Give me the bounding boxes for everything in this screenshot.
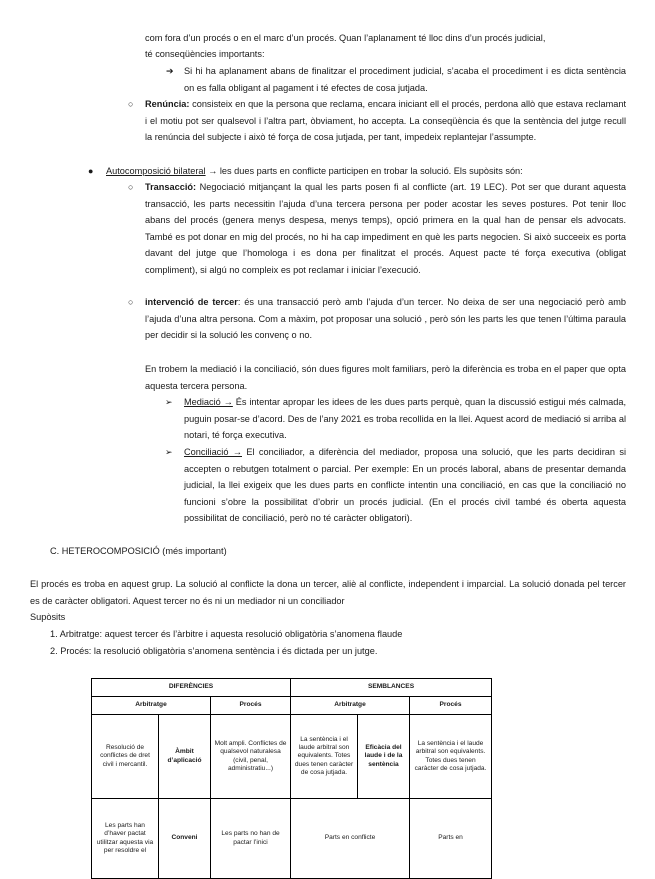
suposit-item-1: 1. Arbitratge: aquest tercer és l’àrbitre i aquesta resolució obligatòria s’anomena flaude <box>50 629 403 639</box>
table-cell: Parts en <box>410 799 492 879</box>
arrowhead-bullet-icon: ➢ <box>165 447 173 457</box>
table-row <box>92 799 492 879</box>
differences-header: DIFERÈNCIES <box>92 679 291 697</box>
arrow-icon: ➔ <box>166 66 174 76</box>
comparison-table <box>91 678 492 879</box>
mediacio-term: Mediació → <box>184 397 233 407</box>
similarities-header: SEMBLANCES <box>291 679 492 697</box>
filled-bullet-icon: ● <box>88 166 94 176</box>
sim-arbitratge-header: Arbitratge <box>291 697 410 715</box>
mediacio-text: És intentar apropar les idees de les dues parts perquè, quan la discussió estigui més calmada, puguin posar-se d’acord. Des de l’any 2021 es troba recollida en la llei. Aquest acord de mediació si arriba al notari, té força executiva. <box>184 397 626 441</box>
renuncia-text: consisteix en que la persona que reclama, encara iniciant ell el procés, perdona allò que estava reclamant i el motiu pot ser qualsevol i l’altra part, òbviament, ho accepta. La conseqüència és que la sentència del jutge recull la renúncia del subjecte i això té força de cosa jutjada, per tant, impedeix replantejar l’assumpte. <box>145 99 626 143</box>
diff-arbitratge-header: Arbitratge <box>92 697 211 715</box>
transaccio-term: Transacció: <box>145 182 197 192</box>
table-cell: Molt ampli. Conflictes de qualsevol naturalesa (civil, penal, administratiu...) <box>211 715 291 799</box>
mediacio-paragraph <box>184 394 626 444</box>
table-cell: Les parts no han de pactar l’inici <box>211 799 291 879</box>
table-row <box>92 715 492 799</box>
intervencio-term: intervenció de tercer <box>145 297 238 307</box>
intervencio-paragraph <box>145 294 626 344</box>
conciliacio-term: Conciliació → <box>184 447 242 457</box>
heterocomposicio-paragraph: El procés es troba en aquest grup. La solució al conflicte la dona un tercer, aliè al conflicte, independent i imparcial. La solució donada pel tercer es de caràcter obligatori. Aquest tercer no és ni un mediador ni un conciliador <box>30 579 626 606</box>
transaccio-paragraph <box>145 179 626 279</box>
suposit-item-2: 2. Procés: la resolució obligatòria s’anomena sentència i és dictada per un jutge. <box>50 646 378 656</box>
autocomposicio-term: Autocomposició bilateral <box>106 166 206 176</box>
intro-line-1: com fora d’un procés o en el marc d’un procés. Quan l’aplanament té lloc dins d’un procés judicial, <box>145 33 546 43</box>
table-header-row <box>92 679 492 697</box>
table-row-label: Eficàcia del laude i de la sentència <box>358 715 410 799</box>
renuncia-paragraph <box>145 96 626 146</box>
table-row-label: Conveni <box>159 799 211 879</box>
autocomposicio-text: → les dues parts en conflicte participen en trobar la solució. Els supòsits són: <box>205 166 523 176</box>
table-cell: La sentència i el laude arbitral son equivalents. Totes dues tenen caràcter de cosa jutjada. <box>410 715 492 799</box>
hollow-bullet-icon: ○ <box>128 297 134 307</box>
renuncia-term: Renúncia: <box>145 99 190 109</box>
arrow-item-text: Si hi ha aplanament abans de finalitzar el procediment judicial, s’acaba el procediment i es dicta sentència on es falla obligant al pagament i té efectes de cosa jutjada. <box>184 66 626 93</box>
conciliacio-paragraph <box>184 444 626 527</box>
sim-proces-header: Procés <box>410 697 492 715</box>
table-cell: Parts en conflicte <box>291 799 410 879</box>
diff-proces-header: Procés <box>211 697 291 715</box>
mediacio-intro: En trobem la mediació i la conciliació, són dues figures molt familiars, però la diferència es troba en el paper que opta aquesta tercera persona. <box>145 364 626 391</box>
table-row-label: Àmbit d’aplicació <box>159 715 211 799</box>
table-cell: Resolució de conflictes de dret civil i mercantil. <box>92 715 159 799</box>
conciliacio-text: El conciliador, a diferència del mediador, proposa una solució, que les parts decidiran si accepten o rebutgen totalment o parcial. Per exemple: En un procés laboral, abans de presentar demanda judicial, la llei exigeix que les dues parts en conflicte intentin una conciliació, en cas que la conciliació no funcioni s’obre la possibilitat d’obrir un procés judicial. (En el procés civil també és oberta aquesta possibilitat de conciliació, però no té caràcter obligatori). <box>184 447 626 524</box>
table-cell: Les parts han d’haver pactat utilitzar aquesta via per resoldre el <box>92 799 159 879</box>
hollow-bullet-icon: ○ <box>128 99 134 109</box>
hollow-bullet-icon: ○ <box>128 182 134 192</box>
intervencio-text: : és una transacció però amb l’ajuda d’un tercer. No deixa de ser una negociació però amb l’ajuda d’una altra persona. Com a màxim, pot proposar una solució , però són les parts les que tenen l’última paraula per decidir si la solució les convenç o no. <box>145 297 626 341</box>
section-c-heading: C. HETEROCOMPOSICIÓ (més important) <box>50 546 227 556</box>
transaccio-text: Negociació mitjançant la qual les parts posen fi al conflicte (art. 19 LEC). Pot ser que durant aquesta transacció, les parts necessitin l’ajuda d’una tercera persona per poder acostar les seves postures. Pot tenir lloc abans del procés (genera menys despesa, menys temps), opció primera en la qual han de pensar els advocats. També es pot donar en mig del procés, no hi ha cap impediment en què les parts negocien. Si això succeeix es porta davant del jutge que l’homologa i es dona per finalitzat el procés. Aquest pacte té força executiva (obligat compliment), si algú no compleix es pot reclamar i iniciar l’execució. <box>145 182 626 275</box>
autocomposicio-line <box>106 163 523 180</box>
table-cell: La sentència i el laude arbitral son equivalents. Totes dues tenen caràcter de cosa jutjada. <box>291 715 358 799</box>
arrowhead-bullet-icon: ➢ <box>165 397 173 407</box>
table-subheader-row <box>92 697 492 715</box>
suposits-label: Supòsits <box>30 612 66 622</box>
intro-line-2: té conseqüències importants: <box>145 49 265 59</box>
